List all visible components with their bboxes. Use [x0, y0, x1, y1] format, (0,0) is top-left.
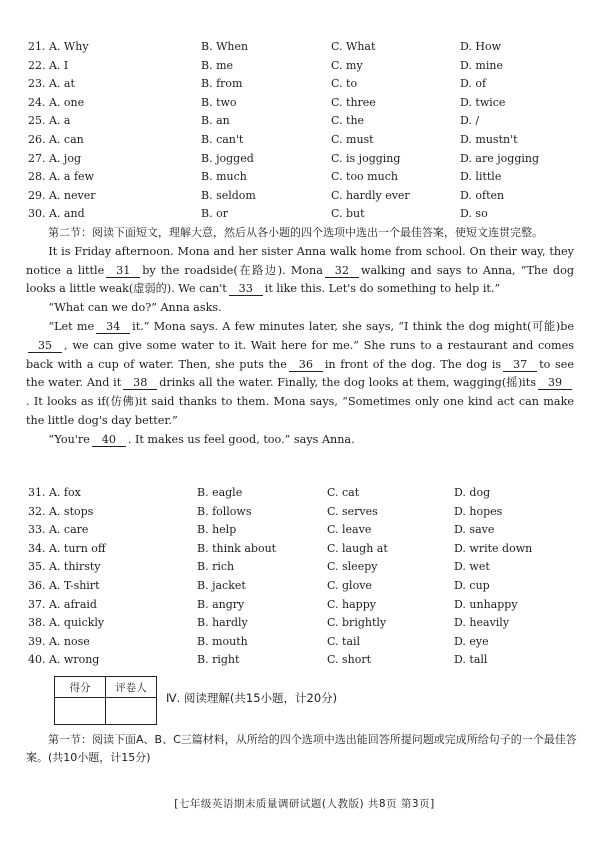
passage-paragraph-2: “What can we do?” Anna asks. — [48, 301, 222, 315]
option-row — [28, 596, 588, 615]
option-c: C. brightly — [327, 616, 387, 630]
score-table-header — [55, 677, 157, 698]
option-b: B. seldom — [201, 188, 256, 202]
option-c: C. to — [331, 77, 358, 91]
option-row — [28, 38, 588, 57]
option-c: C. What — [331, 40, 376, 53]
option-c: C. tail — [327, 634, 361, 648]
blank-38: 38 — [123, 376, 157, 390]
option-b: B. eagle — [197, 486, 243, 499]
passage-paragraph-3: “Let me 34 it.” Mona says. A few minutes later, she says, “I think the dog might(可能)be35 , we can give some water to it. Wait here for me.” She runs to a restaurant and comes back with a cup of water. Then, she puts the 36 in front of the dog. The dog is 37 to see the water. And it 38 drinks all the water. Finally, the dog looks at them, wagging(摇)its 39. It looks as if(仿佛)it said thanks to them. Mona says, “Sometimes only one kind act can make the little dog's day better.” — [26, 319, 574, 427]
option-row — [28, 503, 588, 522]
option-c: C. but — [331, 207, 365, 221]
option-b: B. or — [201, 207, 228, 221]
option-a: 24. A. one — [28, 95, 85, 109]
options-block-21-30 — [28, 38, 588, 224]
option-d: D. eye — [454, 634, 489, 648]
option-a: 39. A. nose — [28, 634, 90, 648]
section2-instruction: 第二节：阅读下面短文，理解大意，然后从各小题的四个选项中选出一个最佳答案，使短文连贯完整。 — [48, 226, 543, 239]
option-row — [28, 540, 588, 559]
option-d: D. tall — [454, 653, 488, 667]
option-b: B. angry — [197, 597, 245, 611]
option-a: 40. A. wrong — [28, 653, 100, 667]
blank-40: 40 — [92, 433, 126, 447]
option-a: 21. A. Why — [28, 40, 89, 53]
page-footer: [七年级英语期末质量调研试题(人教版) 共8页 第3页] — [174, 798, 435, 810]
option-c: C. must — [331, 132, 374, 146]
option-row — [28, 168, 588, 187]
option-c: C. the — [331, 114, 365, 128]
option-b: B. me — [201, 58, 234, 72]
option-a: 38. A. quickly — [28, 616, 105, 630]
option-a: 27. A. jog — [28, 151, 82, 165]
option-a: 33. A. care — [28, 523, 89, 537]
option-d: D. heavily — [454, 616, 510, 630]
option-c: C. three — [331, 95, 376, 109]
option-c: C. is jogging — [331, 151, 401, 165]
score-table-entry — [55, 698, 157, 725]
option-a: 37. A. afraid — [28, 597, 97, 611]
option-row — [28, 205, 588, 224]
option-d: D. How — [460, 40, 502, 53]
option-b: B. an — [201, 114, 230, 128]
option-a: 25. A. a — [28, 114, 71, 128]
blank-36: 36 — [289, 358, 323, 372]
option-d: D. often — [460, 188, 505, 202]
option-d: D. mustn't — [460, 132, 518, 146]
blank-35: 35 — [28, 339, 62, 353]
option-b: B. much — [201, 170, 247, 184]
option-d: D. of — [460, 77, 487, 91]
option-a: 36. A. T-shirt — [28, 578, 100, 592]
option-row — [28, 57, 588, 76]
option-row — [28, 577, 588, 596]
blank-37: 37 — [503, 358, 537, 372]
option-b: B. mouth — [197, 634, 248, 648]
option-row — [28, 651, 588, 670]
options-block-31-40 — [28, 484, 588, 670]
option-d: D. dog — [454, 486, 491, 499]
option-a: 30. A. and — [28, 207, 85, 221]
passage-paragraph-1: It is Friday afternoon. Mona and her sister Anna walk home from school. On their way, they notice a little 31 by the roadside(在路边). Mona 32 walking and says to Anna, “The dog looks a little weak(虚弱的). We can't 33 it like this. Let's do something to help it.” — [26, 244, 574, 296]
option-row — [28, 614, 588, 633]
option-b: B. follows — [197, 504, 252, 518]
score-table — [54, 676, 157, 725]
option-b: B. When — [201, 40, 249, 53]
option-d: D. unhappy — [454, 597, 518, 611]
option-b: B. help — [197, 523, 237, 537]
option-c: C. sleepy — [327, 560, 378, 574]
option-b: B. can't — [201, 132, 244, 146]
option-c: C. my — [331, 58, 363, 72]
option-d: D. hopes — [454, 504, 503, 518]
option-d: D. mine — [460, 58, 503, 72]
option-row — [28, 112, 588, 131]
option-d: D. cup — [454, 578, 490, 592]
blank-32: 32 — [325, 264, 359, 278]
passage-paragraph-4: “You're 40 . It makes us feel good, too.” says Anna. — [48, 432, 355, 446]
option-d: D. wet — [454, 560, 490, 574]
option-d: D. little — [460, 170, 502, 184]
option-d: D. so — [460, 207, 488, 221]
option-c: C. short — [327, 653, 372, 667]
cloze-passage — [26, 224, 574, 450]
option-c: C. too much — [331, 170, 398, 184]
option-d: D. are jogging — [460, 151, 540, 165]
option-a: 29. A. never — [28, 188, 96, 202]
score-label: 得分 — [55, 677, 106, 698]
option-a: 23. A. at — [28, 77, 75, 91]
option-d: D. write down — [454, 541, 533, 555]
section4-title: Ⅳ. 阅读理解(共15小题，计20分) — [166, 691, 338, 705]
option-b: B. hardly — [197, 616, 248, 630]
option-a: 26. A. can — [28, 132, 84, 146]
option-row — [28, 94, 588, 113]
blank-34: 34 — [96, 320, 130, 334]
option-b: B. rich — [197, 560, 235, 574]
option-b: B. two — [201, 95, 237, 109]
section4-part1-instruction: 第一节：阅读下面A、B、C三篇材料，从所给的四个选项中选出能回答所提问题或完成所给句子的一个最佳答案。(共10小题，计15分) — [26, 733, 577, 764]
blank-33: 33 — [229, 282, 263, 296]
option-a: 28. A. a few — [28, 170, 94, 184]
option-c: C. leave — [327, 523, 372, 537]
option-c: C. serves — [327, 504, 378, 518]
option-b: B. think about — [197, 541, 277, 555]
option-c: C. hardly ever — [331, 188, 410, 202]
option-row — [28, 75, 588, 94]
option-d: D. / — [460, 114, 480, 128]
option-d: D. save — [454, 523, 495, 537]
option-a: 32. A. stops — [28, 504, 94, 518]
option-c: C. glove — [327, 578, 372, 592]
option-c: C. laugh at — [327, 541, 388, 555]
score-cell — [55, 698, 106, 725]
option-a: 31. A. fox — [28, 486, 81, 499]
blank-31: 31 — [106, 264, 140, 278]
option-b: B. jogged — [201, 151, 254, 165]
option-c: C. cat — [327, 486, 360, 499]
option-row — [28, 633, 588, 652]
option-a: 34. A. turn off — [28, 541, 106, 555]
option-row — [28, 521, 588, 540]
option-b: B. jacket — [197, 578, 246, 592]
option-row — [28, 558, 588, 577]
option-row — [28, 150, 588, 169]
option-b: B. from — [201, 77, 243, 91]
option-row — [28, 131, 588, 150]
grader-label: 评卷人 — [106, 677, 157, 698]
option-a: 35. A. thirsty — [28, 560, 101, 574]
option-d: D. twice — [460, 95, 506, 109]
blank-39: 39 — [538, 376, 572, 390]
option-a: 22. A. I — [28, 58, 69, 72]
option-b: B. right — [197, 653, 240, 667]
grader-cell — [106, 698, 157, 725]
option-row — [28, 187, 588, 206]
option-c: C. happy — [327, 597, 376, 611]
option-row — [28, 484, 588, 503]
